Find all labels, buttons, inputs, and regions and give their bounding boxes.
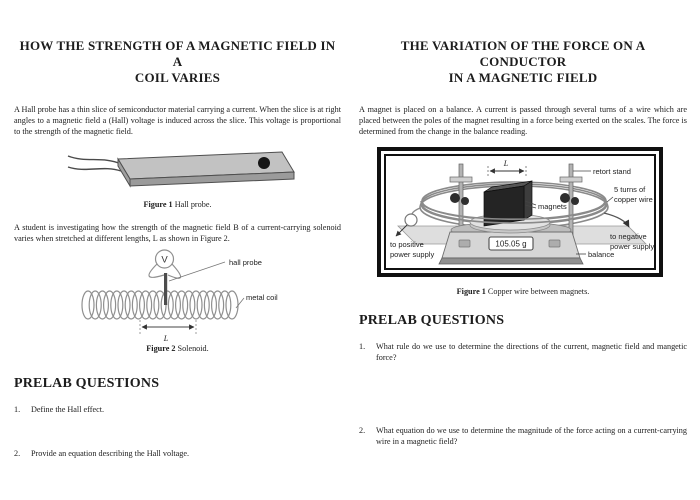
figure1-caption-text: Hall probe.: [172, 200, 212, 209]
metal-coil-label: metal coil: [245, 293, 278, 302]
question-number: 2.: [14, 449, 21, 458]
metal-coil-loops: [82, 291, 238, 319]
hall-probe-leader-line: [169, 262, 225, 281]
probe-wire-bottom: [68, 167, 121, 171]
probe-wire-top: [68, 156, 121, 164]
negative-supply-arrow: [604, 213, 629, 227]
positive-supply-label-2: power supply: [390, 250, 435, 259]
question-text: Define the Hall effect.: [31, 405, 105, 414]
hall-probe-label: hall probe: [228, 258, 262, 267]
page-left-column: [14, 38, 341, 459]
left-title-line2: COIL VARIES: [134, 70, 221, 85]
left-intro-paragraph: A Hall probe has a thin slice of semiconductor material carrying a current. When the slice is at right angles to a magnetic field a (Hall) voltage is induced across the slice. This voltage is proportional to the strength of the magnetic field.: [14, 105, 341, 136]
figure1-caption-number: Figure 1: [143, 200, 173, 209]
left-question-1: [14, 404, 341, 415]
copper-wire-leader: [607, 197, 613, 202]
apparatus-figure-frame: [377, 147, 663, 277]
solenoid-length-label: L: [163, 334, 168, 343]
figure1-right-caption-text: Copper wire between magnets.: [485, 287, 590, 296]
left-question-2: [14, 448, 341, 459]
left-paragraph2: [14, 222, 341, 244]
balance-button-left: [459, 240, 470, 247]
negative-supply-label: to negative: [610, 232, 647, 241]
question-text: What rule do we use to determine the directions of the current, magnetic field and mangetic force?: [376, 342, 687, 362]
retort-stand-label: retort stand: [593, 167, 631, 176]
right-question-2: [359, 425, 687, 447]
question-number: 2.: [359, 426, 366, 435]
right-prelab-heading: PRELAB QUESTIONS: [359, 313, 505, 328]
right-intro-paragraph: A magnet is placed on a balance. A current is passed through several turns of a wire which are placed between the poles of the magnet resulting in a force being exerted on the scales. The force is determined from the change in the balance reading.: [359, 105, 687, 136]
left-page-title: [14, 38, 341, 86]
junction-wire: [412, 208, 420, 214]
apparatus-figure-inner-frame: [384, 154, 656, 270]
hall-probe-drawing: [58, 149, 298, 197]
apparatus-drawing: [386, 156, 658, 268]
inserted-hall-probe: [164, 273, 167, 305]
probe-sensor-dot: [258, 157, 270, 169]
question-number: 1.: [14, 405, 21, 414]
right-title-line1: THE VARIATION OF THE FORCE ON A CONDUCTOR: [400, 38, 646, 69]
magnet-length-label: L: [503, 159, 509, 168]
right-question-1: [359, 341, 687, 363]
figure2-caption-text: Solenoid.: [175, 344, 209, 353]
balance-reading: 105.05 g: [495, 239, 527, 249]
voltmeter-symbol: V: [160, 254, 168, 266]
question-text: Provide an equation describing the Hall voltage.: [31, 449, 190, 458]
figure1-right-caption-number: Figure 1: [456, 287, 486, 296]
left-prelab-heading: PRELAB QUESTIONS: [14, 376, 160, 391]
left-paragraph2-figref: Figure 2: [200, 234, 228, 243]
wire-junction-circle: [405, 214, 417, 226]
right-title-line2: IN A MAGNETIC FIELD: [448, 70, 598, 85]
figure1-caption-left: [14, 200, 341, 210]
left-title-line1: HOW THE STRENGTH OF A MAGNETIC FIELD IN A: [19, 38, 336, 69]
figure2-caption: [14, 344, 341, 354]
balance-button-right: [549, 240, 560, 247]
balance-label: balance: [588, 250, 615, 259]
left-paragraph2-pre: A student is investigating how the strength of the magnetic field B of a current-carrying solenoid varies when stretched at different lengths, L as shown in: [14, 223, 341, 243]
magnets-label: magnets: [538, 202, 567, 211]
negative-supply-label-2: power supply: [610, 242, 655, 251]
question-number: 1.: [359, 342, 366, 351]
copper-wire-turns-label: 5 turns of: [614, 185, 646, 194]
left-paragraph2-post: .: [227, 234, 230, 243]
right-page-title: [359, 38, 687, 86]
figure1-caption-right: [359, 287, 687, 297]
positive-supply-label: to positive: [390, 240, 424, 249]
figure2-caption-number: Figure 2: [146, 344, 176, 353]
question-text: What equation do we use to determine the magnitude of the force acting on a current-carrying wire in a magnetic field?: [376, 426, 687, 446]
solenoid-figure: [14, 248, 341, 344]
solenoid-drawing: [28, 248, 328, 344]
copper-wire-turns-label-2: copper wire: [614, 195, 653, 204]
hall-probe-figure: [14, 149, 341, 197]
page-right-column: [359, 38, 687, 447]
